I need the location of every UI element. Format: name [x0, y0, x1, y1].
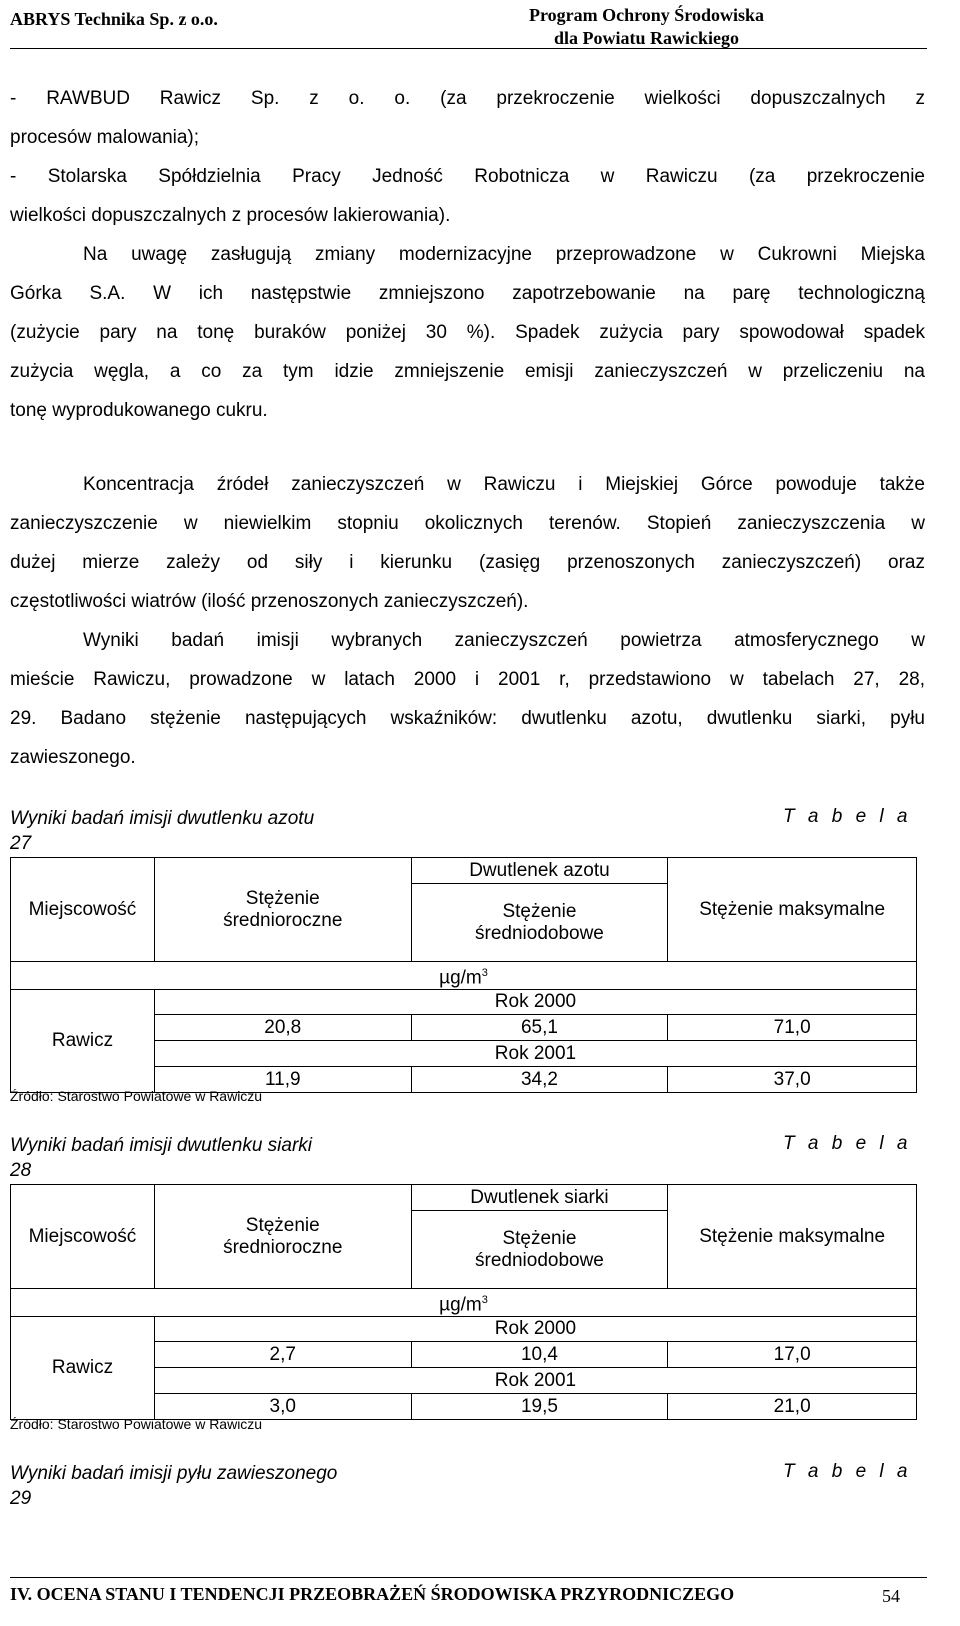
year-cell: Rok 2000	[154, 1317, 916, 1342]
table-number: 29	[10, 1488, 32, 1509]
value-cell: 71,0	[668, 1015, 917, 1041]
text-line: (zużycie pary na tonę buraków poniżej 30 %). Spadek zużycia pary spowodował spadek	[10, 322, 925, 343]
table-number: 27	[10, 833, 32, 854]
value-cell: 3,0	[154, 1394, 411, 1420]
text-line: zanieczyszczenie w niewielkim stopniu okolicznych terenów. Stopień zanieczyszczenia w	[10, 513, 925, 534]
year-cell: Rok 2001	[154, 1041, 916, 1067]
header-right	[529, 4, 764, 50]
year-cell: Rok 2001	[154, 1368, 916, 1394]
table-28-title	[10, 1133, 312, 1183]
header-annual: Stężenie średnioroczne	[154, 1185, 411, 1289]
year-cell: Rok 2000	[154, 990, 916, 1015]
table-title-text: Wyniki badań imisji dwutlenku azotu	[10, 808, 315, 829]
text-line: zużycia węgla, a co za tym idzie zmniejszenie emisji zanieczyszczeń w przeliczeniu na	[10, 361, 925, 382]
table-label: T a b e l a	[783, 1461, 912, 1482]
place-cell: Rawicz	[11, 990, 155, 1093]
text-line: 29. Badano stężenie następujących wskaźników: dwutlenku azotu, dwutlenku siarki, pyłu	[10, 708, 925, 729]
header-annual: Stężenie średnioroczne	[154, 858, 411, 962]
paragraph-1	[10, 79, 925, 430]
table-title-text: Wyniki badań imisji pyłu zawieszonego	[10, 1463, 338, 1484]
value-cell: 11,9	[154, 1067, 411, 1093]
page-number: 54	[882, 1586, 900, 1606]
header-daily: Stężenie średniodobowe	[411, 884, 668, 962]
value-cell: 10,4	[411, 1342, 668, 1368]
text-line: mieście Rawiczu, prowadzone w latach 2000 i 2001 r, przedstawiono w tabelach 27, 28,	[10, 669, 925, 690]
text-line: - RAWBUD Rawicz Sp. z o. o. (za przekroczenie wielkości dopuszczalnych z	[10, 88, 925, 109]
place-cell: Rawicz	[11, 1317, 155, 1420]
value-cell: 20,8	[154, 1015, 411, 1041]
header-rule	[10, 48, 927, 49]
table-source: Źródło: Starostwo Powiatowe w Rawiczu	[10, 1088, 263, 1104]
paragraph-2	[10, 465, 925, 777]
table-28	[10, 1184, 917, 1420]
value-cell: 21,0	[668, 1394, 917, 1420]
header-max: Stężenie maksymalne	[668, 858, 917, 962]
value-cell: 17,0	[668, 1342, 917, 1368]
text-line: Koncentracja źródeł zanieczyszczeń w Rawiczu i Miejskiej Górce powoduje także	[83, 474, 925, 495]
header-left: ABRYS Technika Sp. z o.o.	[10, 9, 218, 29]
text-line: - Stolarska Spółdzielnia Pracy Jedność Robotnicza w Rawiczu (za przekroczenie	[10, 166, 925, 187]
header-right-line1: Program Ochrony Środowiska	[528, 5, 764, 25]
header-pollutant: Dwutlenek azotu	[411, 858, 668, 884]
value-cell: 37,0	[668, 1067, 917, 1093]
header-place: Miejscowość	[11, 858, 155, 962]
text-line: procesów malowania);	[10, 127, 200, 148]
footer-text: IV. OCENA STANU I TENDENCJI PRZEOBRAŻEŃ ŚRODOWISKA PRZYRODNICZEGO	[10, 1584, 735, 1604]
unit-cell: $\mu g/m^3$	[11, 962, 917, 990]
header-right-line2: dla Powiatu Rawickiego	[553, 28, 739, 48]
unit-cell: $\mu g/m^3$	[11, 1289, 917, 1317]
text-line: częstotliwości wiatrów (ilość przenoszonych zanieczyszczeń).	[10, 591, 529, 612]
table-29-title	[10, 1461, 337, 1511]
table-source: Źródło: Starostwo Powiatowe w Rawiczu	[10, 1416, 263, 1432]
text-line: wielkości dopuszczalnych z procesów lakierowania).	[10, 205, 451, 226]
text-line: zawieszonego.	[10, 747, 136, 768]
header-pollutant: Dwutlenek siarki	[411, 1185, 668, 1211]
header-max: Stężenie maksymalne	[668, 1185, 917, 1289]
footer-rule	[10, 1577, 927, 1578]
table-title-text: Wyniki badań imisji dwutlenku siarki	[10, 1135, 312, 1156]
header-place: Miejscowość	[11, 1185, 155, 1289]
table-number: 28	[10, 1160, 32, 1181]
table-label: T a b e l a	[783, 1133, 912, 1154]
value-cell: 65,1	[411, 1015, 668, 1041]
table-27	[10, 857, 917, 1093]
table-label: T a b e l a	[783, 806, 912, 827]
value-cell: 19,5	[411, 1394, 668, 1420]
table-27-title	[10, 806, 314, 856]
header-daily: Stężenie średniodobowe	[411, 1211, 668, 1289]
value-cell: 2,7	[154, 1342, 411, 1368]
text-line: Górka S.A. W ich następstwie zmniejszono zapotrzebowanie na parę technologiczną	[10, 283, 925, 304]
text-line: Wyniki badań imisji wybranych zanieczyszczeń powietrza atmosferycznego w	[83, 630, 925, 651]
text-line: tonę wyprodukowanego cukru.	[10, 400, 268, 421]
value-cell: 34,2	[411, 1067, 668, 1093]
text-line: Na uwagę zasługują zmiany modernizacyjne przeprowadzone w Cukrowni Miejska	[83, 244, 925, 265]
text-line: dużej mierze zależy od siły i kierunku (zasięg przenoszonych zanieczyszczeń) oraz	[10, 552, 925, 573]
